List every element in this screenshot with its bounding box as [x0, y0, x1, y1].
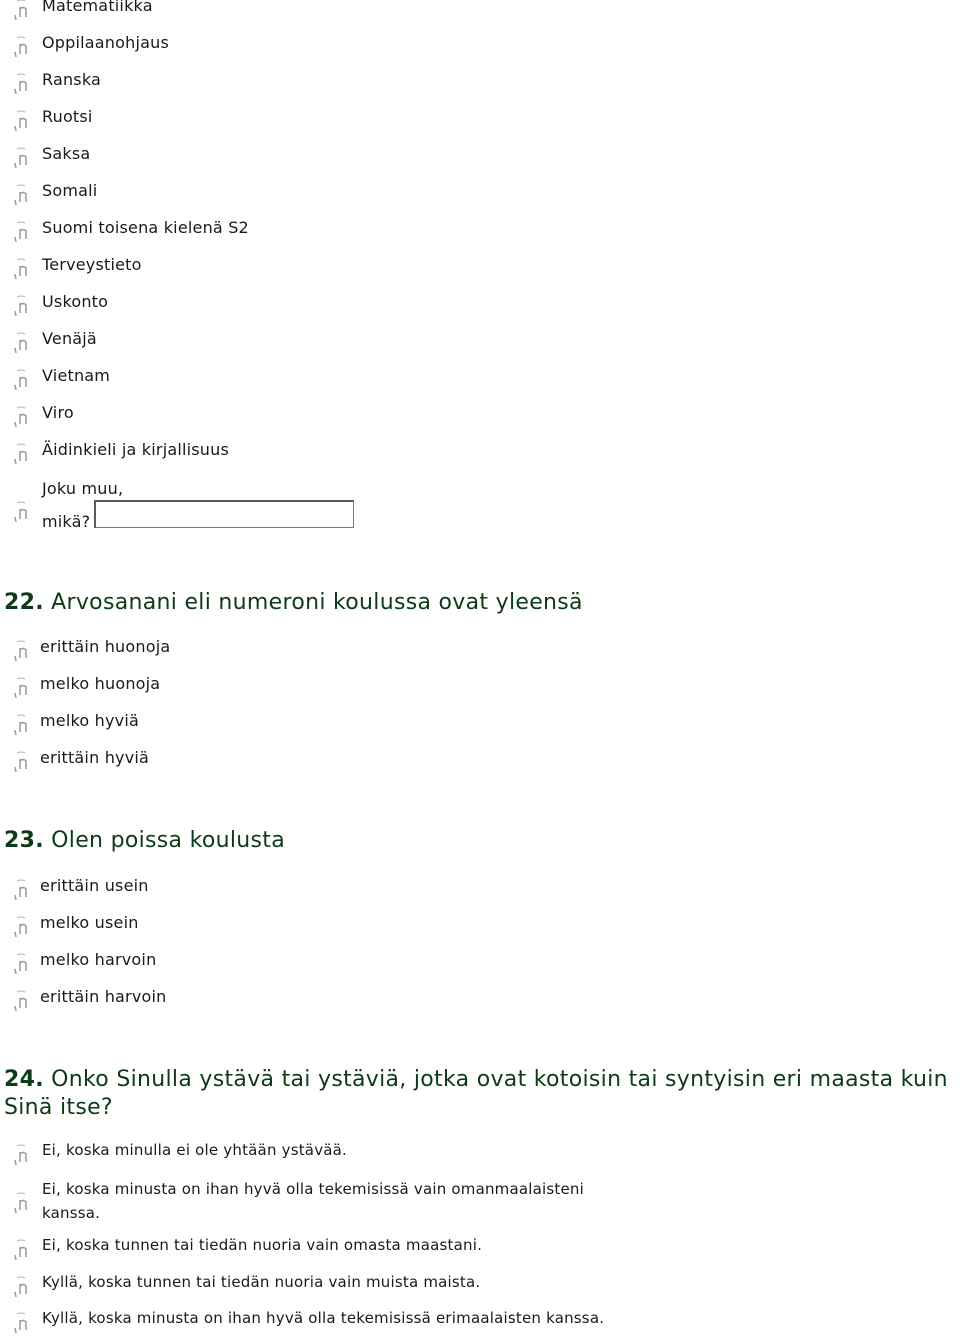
subject-label: Uskonto	[42, 292, 109, 311]
subject-label: Suomi toisena kielenä S2	[42, 218, 249, 237]
subject-label: Somali	[42, 181, 98, 200]
q24-option-label: Ei, koska minusta on ihan hyvä olla tekemisissä vain omanmaalaisteni kanssa.	[42, 1180, 585, 1222]
question-text-line2: Sinä itse?	[4, 1095, 113, 1120]
q24-option-label: Kyllä, koska minusta on ihan hyvä olla tekemisissä erimaalaisten kanssa.	[42, 1309, 605, 1327]
question-number: 22.	[4, 590, 44, 615]
radio-button-icon[interactable]	[12, 257, 32, 279]
radio-button-icon[interactable]	[12, 915, 32, 937]
question-number: 23.	[4, 828, 44, 853]
q23-option-label: erittäin harvoin	[40, 987, 167, 1006]
radio-button-icon[interactable]	[12, 713, 32, 735]
radio-button-icon[interactable]	[12, 1311, 32, 1333]
q22-option-label: melko huonoja	[40, 674, 161, 693]
subject-label: Ruotsi	[42, 107, 93, 126]
radio-button-icon[interactable]	[12, 1143, 32, 1165]
radio-button-icon[interactable]	[12, 405, 32, 427]
radio-button-icon[interactable]	[12, 750, 32, 772]
radio-button-icon[interactable]	[12, 0, 32, 20]
question-23	[4, 827, 285, 855]
question-text: Onko Sinulla ystävä tai ystäviä, jotka ovat kotoisin tai syntyisin eri maasta kuin	[51, 1067, 948, 1092]
radio-button-icon[interactable]	[12, 331, 32, 353]
q24-option-label: Kyllä, koska tunnen tai tiedän nuoria vain muista maista.	[42, 1273, 481, 1291]
radio-button-icon[interactable]	[12, 952, 32, 974]
radio-button-icon[interactable]	[12, 220, 32, 242]
subject-label: Venäjä	[42, 329, 97, 348]
radio-button-icon[interactable]	[12, 109, 32, 131]
subject-label: Viro	[42, 403, 74, 422]
radio-button-icon[interactable]	[12, 368, 32, 390]
radio-button-icon[interactable]	[12, 500, 32, 522]
q23-option-label: erittäin usein	[40, 876, 149, 895]
question-24	[4, 1066, 960, 1122]
q24-option-label: Ei, koska tunnen tai tiedän nuoria vain omasta maastani.	[42, 1236, 483, 1254]
other-label-line2: mikä?	[42, 512, 91, 531]
q22-option-label: erittäin huonoja	[40, 637, 171, 656]
subject-label: Äidinkieli ja kirjallisuus	[42, 440, 230, 459]
radio-button-icon[interactable]	[12, 442, 32, 464]
subject-label: Vietnam	[42, 366, 111, 385]
subject-label: Terveystieto	[42, 255, 142, 274]
radio-button-icon[interactable]	[12, 989, 32, 1011]
q22-option-label: melko hyviä	[40, 711, 139, 730]
q22-option-label: erittäin hyviä	[40, 748, 150, 767]
subject-label: Oppilaanohjaus	[42, 33, 170, 52]
radio-button-icon[interactable]	[12, 676, 32, 698]
radio-button-icon[interactable]	[12, 72, 32, 94]
other-subject-input[interactable]	[94, 500, 354, 528]
other-label-line1: Joku muu,	[42, 479, 124, 498]
q23-option-label: melko usein	[40, 913, 139, 932]
radio-button-icon[interactable]	[12, 183, 32, 205]
radio-button-icon[interactable]	[12, 639, 32, 661]
radio-button-icon[interactable]	[12, 35, 32, 57]
question-text: Arvosanani eli numeroni koulussa ovat yleensä	[51, 590, 583, 615]
radio-button-icon[interactable]	[12, 1275, 32, 1297]
question-text: Olen poissa koulusta	[51, 828, 285, 853]
q23-option-label: melko harvoin	[40, 950, 157, 969]
subject-label: Ranska	[42, 70, 102, 89]
radio-button-icon[interactable]	[12, 146, 32, 168]
radio-button-icon[interactable]	[12, 878, 32, 900]
radio-button-icon[interactable]	[12, 1238, 32, 1260]
subject-label: Saksa	[42, 144, 91, 163]
subject-label: Matematiikka	[42, 0, 153, 15]
radio-button-icon[interactable]	[12, 1191, 32, 1213]
question-22	[4, 589, 583, 617]
question-number: 24.	[4, 1067, 44, 1092]
radio-button-icon[interactable]	[12, 294, 32, 316]
q24-option-label: Ei, koska minulla ei ole yhtään ystävää.	[42, 1141, 348, 1159]
